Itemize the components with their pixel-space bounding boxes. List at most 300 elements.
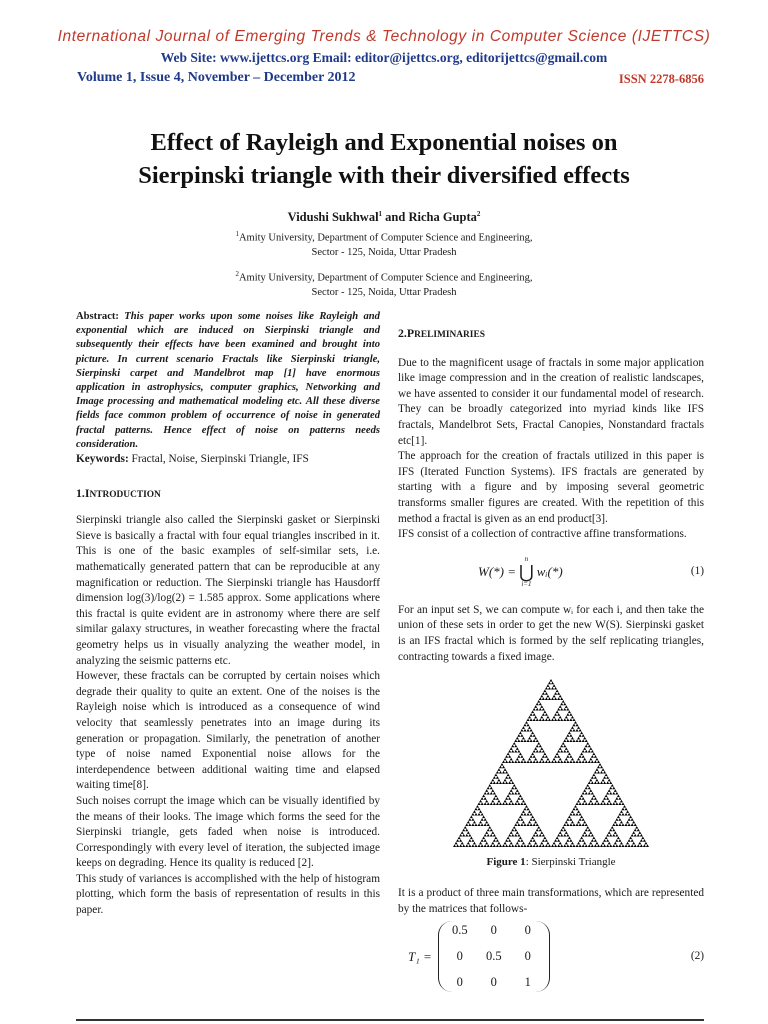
sierpinski-sub-triangle — [580, 753, 583, 756]
sierpinski-sub-triangle — [513, 826, 516, 829]
sierpinski-sub-triangle — [580, 732, 583, 735]
sierpinski-sub-triangle — [510, 779, 513, 782]
sierpinski-sub-triangle — [625, 844, 628, 847]
sierpinski-sub-triangle — [499, 771, 502, 774]
sierpinski-sub-triangle — [527, 823, 530, 826]
sierpinski-sub-triangle — [479, 810, 482, 813]
sierpinski-sub-triangle — [612, 792, 615, 795]
sierpinski-sub-triangle — [557, 755, 560, 758]
sierpinski-sub-triangle — [595, 779, 598, 782]
sierpinski-sub-triangle — [588, 750, 591, 753]
sierpinski-sub-triangle — [585, 739, 588, 742]
sierpinski-sub-triangle — [490, 792, 493, 795]
intro-paragraph-4: This study of variances is accomplished with the help of histogram plotting, which form the basis of representation of results in this paper. — [76, 872, 380, 917]
sierpinski-sub-triangle — [603, 776, 606, 779]
sierpinski-sub-triangle — [528, 821, 531, 824]
sierpinski-sub-triangle — [545, 687, 548, 690]
matrix-cell: 0.5 — [451, 923, 468, 938]
sierpinski-sub-triangle — [617, 795, 620, 798]
sierpinski-sub-triangle — [569, 739, 572, 742]
sierpinski-sub-triangle — [569, 839, 572, 842]
sierpinski-sub-triangle — [572, 729, 575, 732]
sierpinski-sub-triangle — [566, 739, 569, 742]
sierpinski-sub-triangle — [507, 795, 510, 798]
prelim-num: 2. — [398, 326, 407, 340]
sierpinski-sub-triangle — [487, 834, 490, 837]
sierpinski-sub-triangle — [608, 779, 611, 782]
sierpinski-sub-triangle — [577, 842, 580, 845]
sierpinski-sub-triangle — [545, 844, 548, 847]
sierpinski-sub-triangle — [514, 739, 517, 742]
equation-1-body — [478, 555, 563, 589]
sierpinski-sub-triangle — [502, 802, 505, 805]
figure-1 — [398, 677, 704, 855]
sierpinski-sub-triangle — [478, 813, 481, 816]
sierpinski-sub-triangle — [528, 810, 531, 813]
sierpinski-sub-triangle — [594, 797, 597, 800]
eq1-sup: n — [524, 554, 529, 563]
sierpinski-sub-triangle — [540, 842, 543, 845]
sierpinski-sub-triangle — [542, 697, 545, 700]
sierpinski-sub-triangle — [513, 784, 516, 787]
sierpinski-sub-triangle — [520, 839, 523, 842]
sierpinski-sub-triangle — [533, 718, 536, 721]
sierpinski-sub-triangle — [566, 760, 569, 763]
sierpinski-sub-triangle — [502, 771, 505, 774]
sierpinski-sub-triangle — [468, 844, 471, 847]
sierpinski-sub-triangle — [591, 776, 594, 779]
section-heading-introduction — [76, 486, 380, 504]
sierpinski-sub-triangle — [592, 753, 595, 756]
sierpinski-sub-triangle — [582, 823, 585, 826]
sierpinski-sub-triangle — [493, 776, 496, 779]
author-1: Vidushi Sukhwal — [287, 210, 379, 225]
sierpinski-sub-triangle — [553, 684, 556, 687]
sierpinski-sub-triangle — [514, 750, 517, 753]
sierpinski-sub-triangle — [539, 829, 542, 832]
sierpinski-sub-triangle — [531, 732, 534, 735]
volume-info: Volume 1, Issue 4, November – December 2012 — [77, 70, 356, 85]
sierpinski-sub-triangle — [577, 737, 580, 740]
sierpinski-sub-triangle — [628, 839, 631, 842]
sierpinski-sub-triangle — [481, 823, 484, 826]
matrix-t1 — [408, 921, 550, 992]
author-2: Richa Gupta — [408, 210, 477, 225]
sierpinski-sub-triangle — [534, 705, 537, 708]
sierpinski-sub-triangle — [504, 800, 507, 803]
sierpinski-sub-triangle — [554, 839, 557, 842]
sierpinski-sub-triangle — [643, 839, 646, 842]
sierpinski-sub-triangle — [493, 802, 496, 805]
sierpinski-sub-triangle — [563, 739, 566, 742]
sierpinski-sub-triangle — [620, 810, 623, 813]
sierpinski-sub-triangle — [557, 697, 560, 700]
sierpinski-sub-triangle — [605, 774, 608, 777]
sierpinski-sub-triangle — [597, 802, 600, 805]
sierpinski-sub-triangle — [588, 829, 591, 832]
sierpinski-sub-triangle — [478, 823, 481, 826]
sierpinski-sub-triangle — [508, 792, 511, 795]
sierpinski-sub-triangle — [539, 750, 542, 753]
sierpinski-sub-triangle — [563, 703, 566, 706]
sierpinski-sub-triangle — [546, 684, 549, 687]
sierpinski-sub-triangle — [594, 802, 597, 805]
sierpinski-sub-triangle — [585, 787, 588, 790]
sierpinski-sub-triangle — [638, 842, 641, 845]
sierpinski-sub-triangle — [523, 729, 526, 732]
sierpinski-sub-triangle — [511, 834, 514, 837]
sierpinski-sub-triangle — [539, 718, 542, 721]
sierpinski-sub-triangle — [533, 734, 536, 737]
sierpinski-sub-triangle — [537, 700, 540, 703]
sierpinski-sub-triangle — [572, 724, 575, 727]
sierpinski-sub-triangle — [556, 690, 559, 693]
sierpinski-sub-triangle — [597, 760, 600, 763]
aff-2-line-2: Sector - 125, Noida, Uttar Pradesh — [311, 286, 457, 298]
sierpinski-sub-triangle — [505, 755, 508, 758]
sierpinski-sub-triangle — [530, 823, 533, 826]
sierpinski-sub-triangle — [499, 781, 502, 784]
sierpinski-sub-triangle — [551, 697, 554, 700]
sierpinski-sub-triangle — [606, 839, 609, 842]
sierpinski-sub-triangle — [583, 842, 586, 845]
sierpinski-sub-triangle — [534, 747, 537, 750]
sierpinski-sub-triangle — [560, 708, 563, 711]
sierpinski-sub-triangle — [598, 763, 601, 766]
sierpinski-sub-triangle — [474, 844, 477, 847]
sierpinski-sub-triangle — [589, 747, 592, 750]
sierpinski-sub-triangle — [534, 831, 537, 834]
sierpinski-sub-triangle — [576, 739, 579, 742]
sierpinski-sub-triangle — [606, 792, 609, 795]
abstract-text: This paper works upon some noises like Rayleigh and exponential which are induced on Sierpinski triangle and subsequently their effects have been examined and brought into picture. In current scenario Fractals like Sierpinski triangle, Sierpinski carpet and Mandelbrot map [1] have enormous application in astrophysics, computer graphics, Networking and Image processing and mathematical modeling etc. All these diverse fields face common problem of occurrence of noise in generated fractal patterns. Hence effect of noise on patterns needs consideration. — [76, 311, 380, 450]
sierpinski-sub-triangle — [618, 797, 621, 800]
sierpinski-sub-triangle — [502, 781, 505, 784]
eq1-lhs: W(*) = — [478, 563, 517, 579]
sierpinski-sub-triangle — [548, 844, 551, 847]
sierpinski-sub-triangle — [474, 823, 477, 826]
sierpinski-sub-triangle — [490, 802, 493, 805]
sierpinski-sub-triangle — [542, 834, 545, 837]
prelim-first: P — [406, 326, 415, 340]
sierpinski-sub-triangle — [508, 755, 511, 758]
sierpinski-sub-triangle — [556, 753, 559, 756]
sierpinski-sub-triangle — [531, 837, 534, 840]
sierpinski-sub-triangle — [588, 802, 591, 805]
sierpinski-sub-triangle — [476, 805, 479, 808]
sierpinski-sub-triangle — [551, 718, 554, 721]
sierpinski-sub-triangle — [612, 787, 615, 790]
sierpinski-sub-triangle — [517, 750, 520, 753]
sierpinski-sub-triangle — [487, 792, 490, 795]
sierpinski-sub-triangle — [485, 842, 488, 845]
sierpinski-sub-triangle — [588, 760, 591, 763]
sierpinski-sub-triangle — [557, 839, 560, 842]
sierpinski-sub-triangle — [504, 842, 507, 845]
sierpinski-shapes — [453, 679, 649, 847]
sierpinski-sub-triangle — [508, 839, 511, 842]
intro-paragraph-3: Such noises corrupt the image which can be visually identified by the means of their looks. The image which forms the seed for the Sierpinski triangle, gets faded when noise is introduced. Correspondingly with every level of iteration, the subjected image keeps on degrading. Hence its quality is reduced [2]. — [76, 794, 380, 870]
sierpinski-sub-triangle — [582, 818, 585, 821]
sierpinski-sub-triangle — [563, 718, 566, 721]
sierpinski-sub-triangle — [595, 800, 598, 803]
sierpinski-sub-triangle — [462, 844, 465, 847]
sierpinski-sub-triangle — [582, 750, 585, 753]
sierpinski-sub-triangle — [539, 745, 542, 748]
sierpinski-sub-triangle — [481, 844, 484, 847]
sierpinski-sub-triangle — [536, 703, 539, 706]
figure-1-caption — [398, 855, 704, 871]
sierpinski-sub-triangle — [467, 821, 470, 824]
sierpinski-sub-triangle — [591, 839, 594, 842]
sierpinski-sub-triangle — [465, 823, 468, 826]
sierpinski-sub-triangle — [502, 766, 505, 769]
prelim-paragraph-2: The approach for the creation of fractals utilized in this paper is IFS (Iterated Function Systems). IFS fractals are generated by starting with a figure and by imposing several geometric transforms smaller figures are created. With the repetition of this method a fractal is given as an end product[3]. — [398, 450, 704, 525]
sierpinski-sub-triangle — [540, 716, 543, 719]
sierpinski-sub-triangle — [473, 810, 476, 813]
sierpinski-sub-triangle — [545, 760, 548, 763]
sierpinski-sub-triangle — [608, 831, 611, 834]
sierpinski-sub-triangle — [522, 810, 525, 813]
sierpinski-sub-triangle — [530, 729, 533, 732]
sierpinski-sub-triangle — [572, 718, 575, 721]
sierpinski-sub-triangle — [522, 821, 525, 824]
sierpinski-sub-triangle — [638, 831, 641, 834]
sierpinski-sub-triangle — [600, 766, 603, 769]
sierpinski-sub-triangle — [502, 760, 505, 763]
sierpinski-sub-triangle — [540, 705, 543, 708]
sierpinski-sub-triangle — [525, 805, 528, 808]
sierpinski-sub-triangle — [606, 797, 609, 800]
journal-name: International Journal of Emerging Trends & Technology in Computer Science (IJETTCS) — [57, 28, 711, 45]
sierpinski-sub-triangle — [569, 755, 572, 758]
sierpinski-sub-triangle — [510, 831, 513, 834]
sierpinski-sub-triangle — [572, 844, 575, 847]
sierpinski-sub-triangle — [582, 839, 585, 842]
sierpinski-sub-triangle — [484, 823, 487, 826]
sierpinski-sub-triangle — [488, 826, 491, 829]
sierpinski-sub-triangle — [586, 742, 589, 745]
matrix-cell: 0 — [456, 949, 463, 964]
equation-1-number: (1) — [690, 564, 704, 577]
sierpinski-sub-triangle — [523, 808, 526, 811]
sierpinski-sub-triangle — [634, 844, 637, 847]
sierpinski-sub-triangle — [505, 844, 508, 847]
affiliation-1 — [0, 227, 768, 260]
sierpinski-sub-triangle — [562, 826, 565, 829]
title-line-2: Sierpinski triangle with their diversified effects — [138, 162, 630, 189]
sierpinski-sub-triangle — [595, 768, 598, 771]
sierpinski-sub-triangle — [612, 823, 615, 826]
sierpinski-sub-triangle — [467, 842, 470, 845]
sierpinski-sub-triangle — [589, 779, 592, 782]
sierpinski-sub-triangle — [577, 810, 580, 813]
sierpinski-sub-triangle — [533, 844, 536, 847]
sierpinski-sub-triangle — [565, 737, 568, 740]
sierpinski-sub-triangle — [566, 718, 569, 721]
abstract — [76, 310, 380, 452]
sierpinski-sub-triangle — [488, 784, 491, 787]
sierpinski-sub-triangle — [551, 844, 554, 847]
intro-paragraph-1: Sierpinski triangle also called the Sierpinski gasket or Sierpinski Sieve is basically a fractal with four equal triangles inscribed in it. This is one of the basic examples of self-similar sets, i.e. mathematically generated pattern that can be reproducible at any magnification or reduction. The Sierpinski triangle has Hausdorff dimension log(3)/log(2) = 1.585 approx. Some applications where this fractal is quite evident are in astronomy where there are self similar galaxy structures, in weather forecasting where the fractal geometry helps us in visually analyzing the weather model, in analyzing the seismic patterns etc. — [76, 514, 380, 667]
sierpinski-sub-triangle — [517, 839, 520, 842]
sierpinski-sub-triangle — [508, 750, 511, 753]
sierpinski-sub-triangle — [603, 839, 606, 842]
sierpinski-sub-triangle — [566, 750, 569, 753]
sierpinski-sub-triangle — [602, 779, 605, 782]
sierpinski-sub-triangle — [582, 739, 585, 742]
sierpinski-sub-triangle — [485, 800, 488, 803]
author-1-mark: 1 — [378, 210, 383, 218]
sierpinski-sub-triangle — [606, 776, 609, 779]
sierpinski-sub-triangle — [536, 829, 539, 832]
sierpinski-sub-triangle — [594, 760, 597, 763]
sierpinski-sub-triangle — [571, 758, 574, 761]
sierpinski-sub-triangle — [582, 755, 585, 758]
sierpinski-sub-triangle — [542, 708, 545, 711]
sierpinski-sub-triangle — [543, 837, 546, 840]
sierpinski-sub-triangle — [605, 795, 608, 798]
sierpinski-sub-triangle — [516, 831, 519, 834]
sierpinski-sub-triangle — [583, 821, 586, 824]
sierpinski-sub-triangle — [551, 682, 554, 685]
sierpinski-sub-triangle — [471, 844, 474, 847]
sierpinski-sub-triangle — [602, 768, 605, 771]
sierpinski-sub-triangle — [487, 802, 490, 805]
sierpinski-sub-triangle — [517, 818, 520, 821]
prelim-rest: RELIMINARIES — [414, 330, 485, 340]
sierpinski-sub-triangle — [591, 750, 594, 753]
matrix-label: T₁ = — [408, 949, 432, 965]
sierpinski-sub-triangle — [527, 760, 530, 763]
sierpinski-sub-triangle — [536, 823, 539, 826]
sierpinski-sub-triangle — [632, 821, 635, 824]
sierpinski-sub-triangle — [579, 797, 582, 800]
sierpinski-sub-triangle — [582, 792, 585, 795]
sierpinski-sub-triangle — [484, 802, 487, 805]
sierpinski-sub-triangle — [617, 837, 620, 840]
sierpinski-sub-triangle — [579, 802, 582, 805]
sierpinski-sub-triangle — [612, 829, 615, 832]
sierpinski-sub-triangle — [471, 818, 474, 821]
sierpinski-sub-triangle — [542, 839, 545, 842]
sierpinski-sub-triangle — [513, 742, 516, 745]
sierpinski-sub-triangle — [585, 829, 588, 832]
sierpinski-sub-triangle — [530, 760, 533, 763]
sierpinski-sub-triangle — [591, 755, 594, 758]
sierpinski-sub-triangle — [566, 818, 569, 821]
sierpinski-sub-triangle — [485, 789, 488, 792]
sierpinski-sub-triangle — [554, 713, 557, 716]
sierpinski-sub-triangle — [484, 844, 487, 847]
keywords-text: Fractal, Noise, Sierpinski Triangle, IFS — [131, 453, 309, 466]
sierpinski-sub-triangle — [533, 823, 536, 826]
sierpinski-sub-triangle — [582, 802, 585, 805]
sierpinski-sub-triangle — [536, 844, 539, 847]
sierpinski-sub-triangle — [582, 844, 585, 847]
sierpinski-sub-triangle — [572, 813, 575, 816]
sierpinski-sub-triangle — [569, 718, 572, 721]
sierpinski-sub-triangle — [493, 781, 496, 784]
sierpinski-sub-triangle — [595, 758, 598, 761]
sierpinski-sub-triangle — [536, 745, 539, 748]
sierpinski-sub-triangle — [572, 739, 575, 742]
intro-first: I — [84, 485, 90, 500]
sierpinski-sub-triangle — [618, 818, 621, 821]
sierpinski-triangle-figure — [451, 677, 651, 849]
sierpinski-sub-triangle — [459, 844, 462, 847]
sierpinski-sub-triangle — [546, 695, 549, 698]
sierpinski-sub-triangle — [527, 813, 530, 816]
sierpinski-sub-triangle — [479, 842, 482, 845]
sierpinski-sub-triangle — [565, 831, 568, 834]
figure-1-label: Figure 1 — [486, 855, 526, 868]
sierpinski-sub-triangle — [465, 844, 468, 847]
sierpinski-sub-triangle — [595, 842, 598, 845]
sierpinski-sub-triangle — [560, 844, 563, 847]
sierpinski-sub-triangle — [546, 758, 549, 761]
sierpinski-sub-triangle — [566, 708, 569, 711]
sierpinski-sub-triangle — [628, 818, 631, 821]
sierpinski-sub-triangle — [499, 844, 502, 847]
sierpinski-sub-triangle — [545, 755, 548, 758]
sierpinski-sub-triangle — [569, 844, 572, 847]
sierpinski-sub-triangle — [618, 839, 621, 842]
sierpinski-sub-triangle — [517, 739, 520, 742]
sierpinski-sub-triangle — [565, 758, 568, 761]
sierpinski-sub-triangle — [494, 774, 497, 777]
sierpinski-sub-triangle — [516, 789, 519, 792]
sierpinski-sub-triangle — [507, 837, 510, 840]
sierpinski-sub-triangle — [536, 834, 539, 837]
sierpinski-sub-triangle — [571, 737, 574, 740]
sierpinski-sub-triangle — [496, 797, 499, 800]
right-column — [398, 326, 704, 992]
aff-1-mark: 1 — [235, 230, 239, 238]
sierpinski-sub-triangle — [614, 821, 617, 824]
sierpinski-sub-triangle — [640, 844, 643, 847]
sierpinski-sub-triangle — [579, 813, 582, 816]
sierpinski-sub-triangle — [618, 823, 621, 826]
sierpinski-sub-triangle — [481, 797, 484, 800]
sierpinski-sub-triangle — [461, 831, 464, 834]
sierpinski-sub-triangle — [523, 760, 526, 763]
sierpinski-sub-triangle — [579, 739, 582, 742]
sierpinski-sub-triangle — [514, 844, 517, 847]
sierpinski-sub-triangle — [565, 821, 568, 824]
sierpinski-sub-triangle — [560, 750, 563, 753]
sierpinski-sub-triangle — [606, 834, 609, 837]
prelim-paragraph-4: For an input set S, we can compute wᵢ for each i, and then take the union of these sets in order to get the new W(S). Sierpinski gasket is an IFS fractal which is formed by the self replicating triangles, contracting towards a fixed image. — [398, 603, 704, 663]
sierpinski-sub-triangle — [520, 739, 523, 742]
sierpinski-sub-triangle — [579, 760, 582, 763]
sierpinski-sub-triangle — [533, 755, 536, 758]
sierpinski-sub-triangle — [566, 734, 569, 737]
sierpinski-sub-triangle — [545, 839, 548, 842]
sierpinski-sub-triangle — [571, 716, 574, 719]
sierpinski-sub-triangle — [511, 781, 514, 784]
sierpinski-sub-triangle — [591, 792, 594, 795]
sierpinski-sub-triangle — [568, 837, 571, 840]
sierpinski-sub-triangle — [591, 760, 594, 763]
sierpinski-sub-triangle — [510, 800, 513, 803]
sierpinski-sub-triangle — [520, 813, 523, 816]
sierpinski-sub-triangle — [591, 844, 594, 847]
sierpinski-sub-triangle — [542, 750, 545, 753]
sierpinski-sub-triangle — [548, 718, 551, 721]
sierpinski-sub-triangle — [527, 724, 530, 727]
sierpinski-sub-triangle — [542, 718, 545, 721]
